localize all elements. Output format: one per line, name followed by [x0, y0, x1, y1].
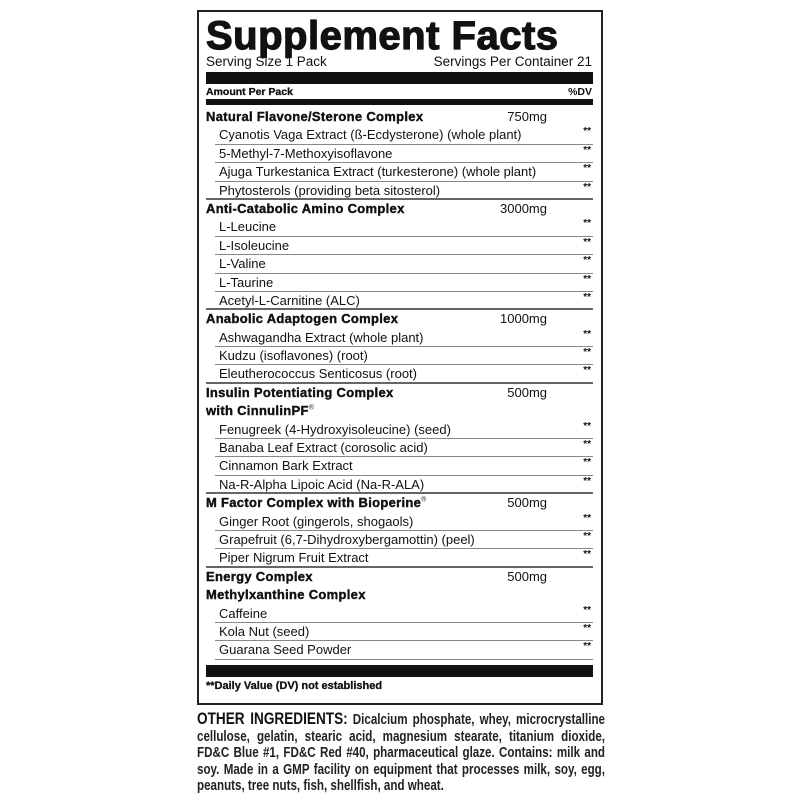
ingredient-row	[206, 329, 593, 347]
group-name: Anabolic Adaptogen Complex	[206, 311, 399, 327]
group-amount: 500mg	[507, 568, 547, 584]
ingredient-row	[206, 255, 593, 273]
group-name: Energy Complex	[206, 568, 313, 584]
ingredient-row	[206, 457, 593, 475]
ingredient-name: L-Isoleucine	[219, 237, 290, 253]
dv-mark: **	[583, 291, 591, 303]
ingredient-row	[206, 549, 593, 567]
ingredient-row	[206, 145, 593, 163]
ingredient-name: Grapefruit (6,7-Dihydroxybergamottin) (peel)	[219, 531, 475, 547]
dv-mark: **	[583, 273, 591, 285]
group-amount: 1000mg	[500, 311, 547, 327]
dv-mark: **	[583, 622, 591, 634]
group-name: Insulin Potentiating Complex	[206, 384, 394, 400]
dv-mark: **	[583, 236, 591, 248]
group-amount: 500mg	[507, 384, 547, 400]
divider	[206, 99, 593, 105]
ingredient-name: Banaba Leaf Extract (corosolic acid)	[219, 440, 428, 456]
ingredient-row	[206, 237, 593, 255]
ingredient-row	[206, 126, 593, 144]
dv-mark: **	[583, 365, 591, 377]
ingredient-name: Kola Nut (seed)	[219, 623, 310, 639]
ingredient-row	[206, 531, 593, 549]
dv-mark: **	[583, 530, 591, 542]
ingredient-name: Fenugreek (4-Hydroxyisoleucine) (seed)	[219, 421, 451, 437]
dv-mark: **	[583, 439, 591, 451]
registered-mark: ®	[308, 404, 314, 412]
supplement-facts-panel	[197, 10, 603, 705]
panel-title: Supplement Facts	[206, 14, 559, 58]
ingredient-name: L-Taurine	[219, 274, 274, 290]
ingredient-row	[206, 365, 593, 383]
dv-mark: **	[583, 255, 591, 267]
ingredient-row	[206, 274, 593, 292]
ingredient-row	[206, 163, 593, 181]
ingredient-row	[206, 623, 593, 641]
ingredient-name: Ginger Root (gingerols, shogaols)	[219, 513, 414, 529]
ingredient-name: Kudzu (isoflavones) (root)	[219, 348, 368, 364]
ingredient-row	[206, 218, 593, 236]
ingredient-name: 5-Methyl-7-Methoxyisoflavone	[219, 145, 393, 161]
ingredient-name: Ashwagandha Extract (whole plant)	[219, 329, 424, 345]
group-amount: 500mg	[507, 495, 547, 511]
dv-mark: **	[583, 457, 591, 469]
servings-per-container: Servings Per Container 21	[433, 54, 592, 69]
dv-mark: **	[583, 512, 591, 524]
group-header	[206, 200, 593, 218]
dv-mark: **	[583, 641, 591, 653]
dv-header: %DV	[568, 86, 592, 98]
dv-mark: **	[583, 328, 591, 340]
thick-divider	[206, 72, 593, 84]
group-amount: 3000mg	[500, 200, 547, 216]
ingredient-name: Cinnamon Bark Extract	[219, 458, 353, 474]
dv-mark: **	[583, 347, 591, 359]
ingredient-name: Caffeine	[219, 605, 268, 621]
ingredient-name: L-Leucine	[219, 219, 277, 235]
footnote: **Daily Value (DV) not established	[206, 680, 383, 692]
ingredient-table	[206, 108, 593, 660]
ingredient-row	[206, 182, 593, 200]
group-header	[206, 310, 593, 328]
ingredient-row	[206, 439, 593, 457]
ingredient-row	[206, 605, 593, 623]
ingredient-row	[206, 641, 593, 659]
group-name: Anti-Catabolic Amino Complex	[206, 200, 405, 216]
dv-mark: **	[583, 218, 591, 230]
ingredient-row	[206, 476, 593, 494]
group-name-line2: Methylxanthine Complex	[206, 587, 366, 603]
ingredient-row	[206, 513, 593, 531]
ingredient-name: Cyanotis Vaga Extract (ß-Ecdysterone) (whole plant)	[219, 127, 522, 143]
ingredient-row	[206, 292, 593, 310]
group-header	[206, 568, 593, 586]
dv-mark: **	[583, 549, 591, 561]
group-name-line2: with CinnulinPF	[206, 403, 309, 419]
dv-mark: **	[583, 181, 591, 193]
dv-mark: **	[583, 144, 591, 156]
ingredient-name: Guarana Seed Powder	[219, 642, 352, 658]
group-name: Natural Flavone/Sterone Complex	[206, 109, 424, 124]
dv-mark: **	[583, 475, 591, 487]
registered-mark: ®	[421, 496, 427, 504]
dv-mark: **	[583, 420, 591, 432]
ingredient-name: Piper Nigrum Fruit Extract	[219, 550, 369, 566]
ingredient-name: Ajuga Turkestanica Extract (turkesterone) (whole plant)	[219, 164, 537, 180]
thick-divider	[206, 665, 593, 677]
group-header	[206, 384, 593, 402]
other-ingredients-label: OTHER INGREDIENTS:	[197, 709, 348, 728]
dv-mark: **	[583, 163, 591, 175]
group-header	[206, 494, 593, 512]
ingredient-name: Acetyl-L-Carnitine (ALC)	[219, 292, 360, 308]
ingredient-name: Phytosterols (providing beta sitosterol)	[219, 182, 441, 198]
group-name: M Factor Complex with Bioperine	[206, 495, 422, 511]
group-amount: 750mg	[507, 109, 547, 124]
group-header	[206, 108, 593, 126]
amount-per-header: Amount Per Pack	[206, 86, 293, 98]
group-header-line2	[206, 586, 593, 604]
other-ingredients	[197, 711, 605, 795]
ingredient-name: L-Valine	[219, 256, 266, 272]
other-ingredients-text: Dicalcium phosphate, whey, microcrystalline cellulose, gelatin, stearic acid, magnesium stearate, titanium dioxide, FD&C Blue #1, FD&C Red #40, pharmaceutical glaze. Contains: milk and soy. Made in a GMP facility on equipment that processes milk, soy, egg, peanuts, tree nuts, fish, shellfish, and wheat.	[197, 712, 606, 795]
dv-mark: **	[583, 604, 591, 616]
ingredient-row	[206, 347, 593, 365]
serving-size: Serving Size 1 Pack	[206, 54, 327, 69]
ingredient-name: Na-R-Alpha Lipoic Acid (Na-R-ALA)	[219, 476, 425, 492]
ingredient-name: Eleutherococcus Senticosus (root)	[219, 366, 417, 382]
dv-mark: **	[583, 126, 591, 138]
group-header-line2	[206, 402, 593, 420]
ingredient-row	[206, 421, 593, 439]
